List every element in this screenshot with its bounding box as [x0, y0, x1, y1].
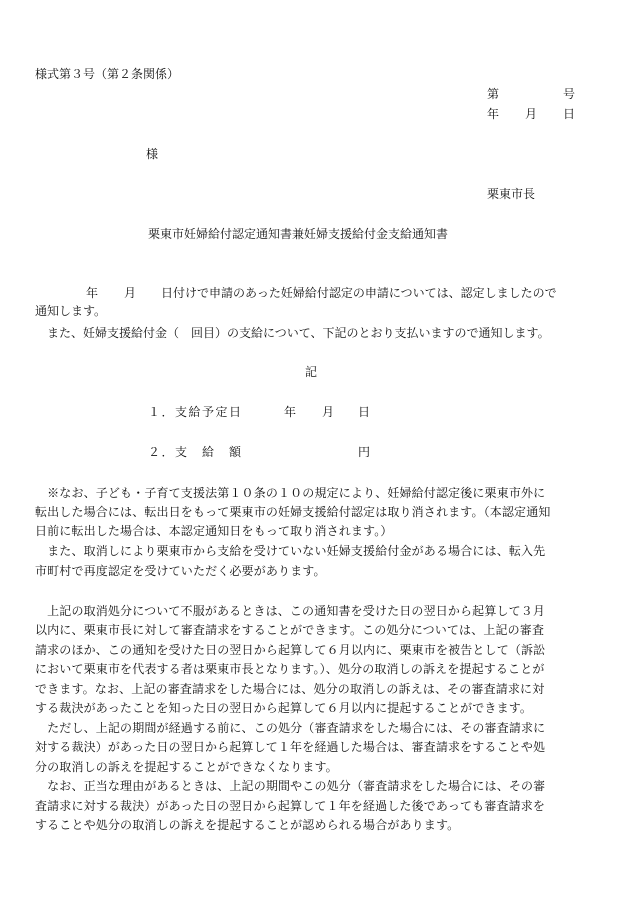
issuer: 栗東市長 — [487, 187, 536, 201]
intro-month: 月 — [124, 286, 137, 300]
payment-date-day: 日 — [358, 405, 371, 419]
appeal-line: 分の取消しの訴えを提起することができなくなります。 — [35, 760, 338, 774]
number-suffix: 号 — [563, 87, 576, 101]
number-prefix: 第 — [487, 87, 500, 101]
intro-line-3: また、妊婦支援給付金（ 回目）の支給について、下記のとおり支払いますので通知します。 — [35, 326, 550, 340]
item-payment-date-label: １．支給予定日 — [148, 405, 243, 419]
form-label: 様式第３号（第２条関係） — [35, 67, 180, 81]
appeal-line: 査請求に対する裁決）があった日の翌日から起算して１年を経過した後であっても審査請求を — [35, 799, 546, 813]
appeal-line: 請求のほか、この通知を受けた日の翌日から起算して６月以内に、栗東市を被告として（訴訟 — [35, 643, 546, 657]
appeal-line: することや処分の取消しの訴えを提起することが認められる場合があります。 — [35, 818, 460, 832]
page-title: 栗東市妊婦給付認定通知書兼妊婦支援給付金支給通知書 — [148, 227, 449, 241]
amount-unit: 円 — [358, 445, 371, 459]
appeal-line: ただし、上記の期間が経過する前に、この処分（審査請求をした場合には、その審査請求に — [35, 721, 546, 735]
notes-line: 市町村で再度認定を受けていただく必要があります。 — [35, 564, 326, 578]
notes-line: 日前に転出した場合は、本認定通知日をもって取り消されます。） — [35, 524, 393, 538]
appeal-line: できます。なお、上記の審査請求をした場合には、処分の取消しの訴えは、その審査請求に対 — [35, 682, 545, 696]
notes-line: また、取消しにより栗東市から支給を受けていない妊婦支援給付金がある場合には、転入先 — [35, 544, 546, 558]
intro-line-2: 通知します。 — [35, 304, 107, 318]
item-amount-label: ２．支 給 額 — [148, 445, 243, 459]
intro-text: 日付けで申請のあった妊婦給付認定の申請については、認定しましたので — [161, 286, 557, 300]
appeal-line: 上記の取消処分について不服があるときは、この通知書を受けた日の翌日から起算して３月 — [35, 604, 546, 618]
appeal-line: する裁決があったことを知った日の翌日から起算して６月以内に提起することができます。 — [35, 701, 533, 715]
date-month: 月 — [525, 107, 538, 121]
date-day: 日 — [563, 107, 576, 121]
appeal-line: 対する裁決）があった日の翌日から起算して１年を経過した場合は、審査請求をすることや処 — [35, 740, 546, 754]
appeal-line: において栗東市を代表する者は栗東市長となります。）、処分の取消しの訴えを提起することが — [35, 662, 545, 676]
ki-heading: 記 — [305, 365, 318, 379]
appeal-line: なお、正当な理由があるときは、上記の期間やこの処分（審査請求をした場合には、その審 — [35, 779, 546, 793]
notes-line: ※なお、子ども・子育て支援法第１０条の１０の規定により、妊婦給付認定後に栗東市外に — [35, 486, 546, 500]
payment-date-month: 月 — [322, 405, 335, 419]
intro-year: 年 — [86, 286, 99, 300]
notes-line: 転出した場合には、転出日をもって栗東市の妊婦支援給付認定は取り消されます。（本認定通知 — [35, 505, 551, 519]
appeal-line: 以内に、栗東市長に対して審査請求をすることができます。この処分については、上記の審査 — [35, 623, 545, 637]
addressee-suffix: 様 — [146, 147, 159, 161]
payment-date-year: 年 — [284, 405, 297, 419]
date-year: 年 — [487, 107, 500, 121]
